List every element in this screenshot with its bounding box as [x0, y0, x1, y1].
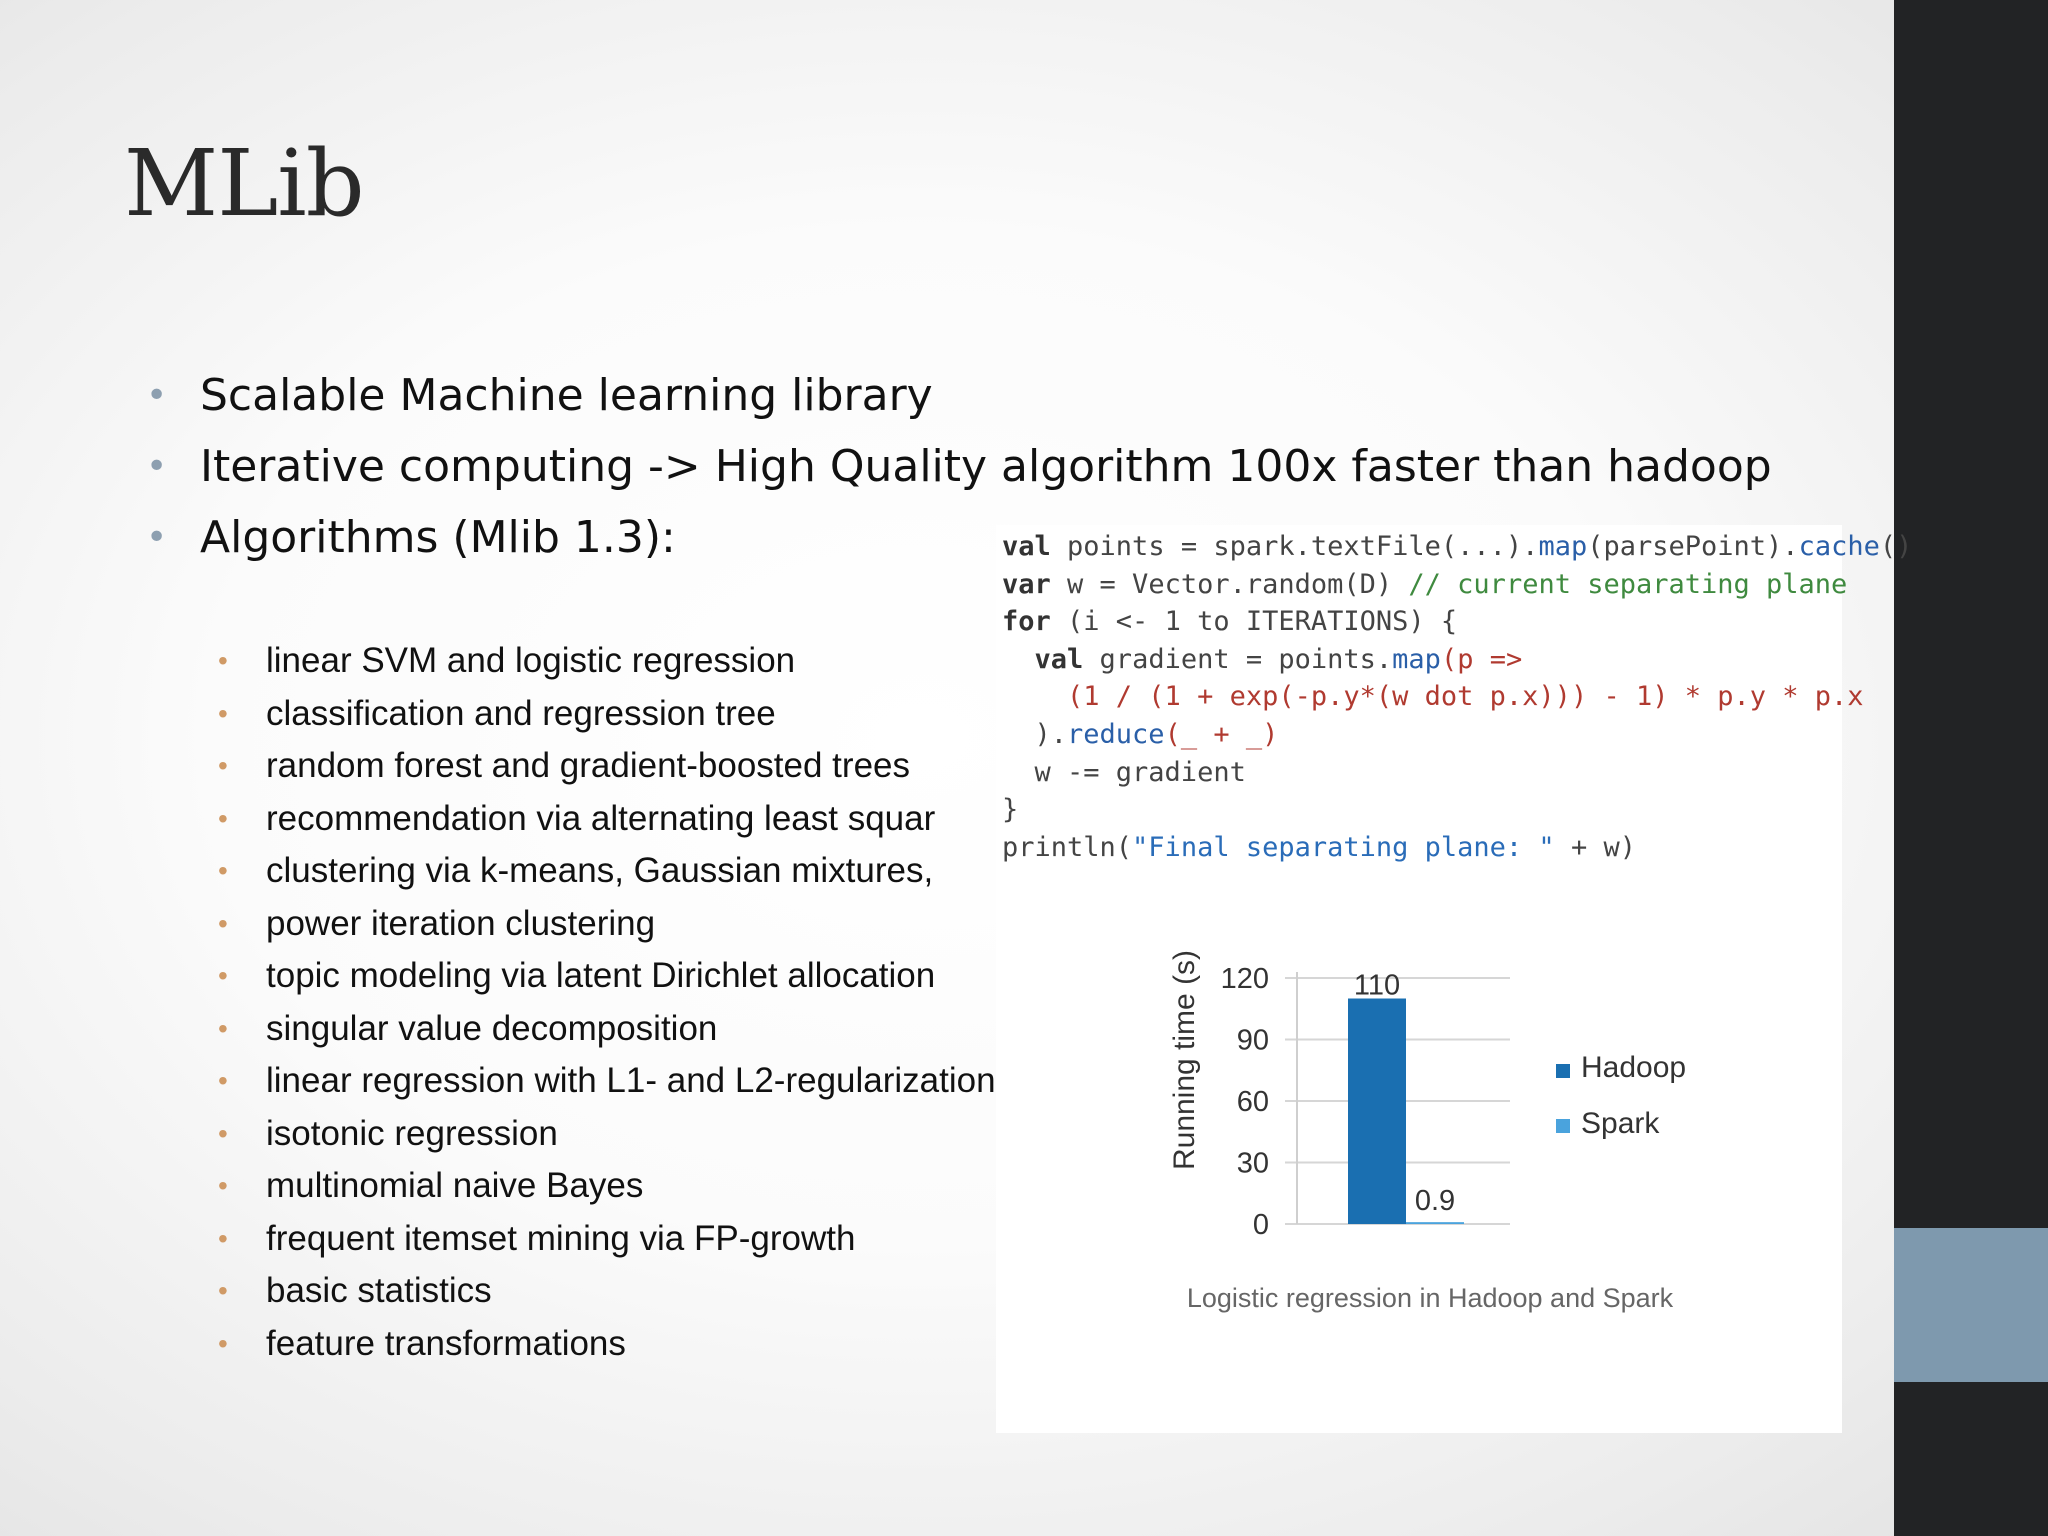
- algorithm-item: [212, 1160, 1032, 1213]
- chart-legend: [1556, 1051, 1686, 1140]
- code-text: (i <- 1 to ITERATIONS) {: [1050, 606, 1458, 638]
- bar-hadoop: [1348, 999, 1406, 1225]
- chart-y-axis-label: Running time (s): [1168, 949, 1201, 1171]
- bullet-item: [146, 360, 1772, 431]
- slide-title: MLib: [124, 130, 364, 237]
- code-text: ).: [1002, 718, 1068, 750]
- code-text: points = spark.textFile(...).: [1050, 531, 1539, 562]
- algorithm-item: [212, 635, 1032, 688]
- y-tick-label: 30: [1236, 1147, 1269, 1180]
- algorithm-text: isotonic regression: [266, 1113, 558, 1153]
- bullet-dot-icon: •: [218, 960, 228, 991]
- code-function: cache: [1798, 531, 1880, 562]
- algorithm-text: basic statistics: [266, 1271, 492, 1310]
- algorithm-text: singular value decomposition: [266, 1008, 718, 1048]
- code-text: (parsePoint).: [1587, 531, 1799, 562]
- algorithm-text: power iteration clustering: [266, 903, 656, 943]
- code-text: (): [1879, 531, 1913, 562]
- y-tick-label: 90: [1236, 1024, 1269, 1057]
- algorithm-item: [212, 740, 1032, 793]
- legend-swatch-spark: [1556, 1119, 1570, 1133]
- bullet-dot-icon: •: [218, 645, 228, 676]
- chart-y-ticks: [1221, 963, 1269, 1241]
- bullet-dot-icon: •: [218, 1117, 228, 1149]
- algorithm-item: [212, 688, 1032, 741]
- algorithm-text: recommendation via alternating least squar: [266, 798, 936, 838]
- bullet-text: Scalable Machine learning library: [200, 370, 933, 421]
- code-keyword: var: [1002, 568, 1051, 600]
- bullet-dot-icon: •: [218, 1065, 228, 1096]
- code-text: w -= gradient: [1002, 756, 1246, 788]
- bullet-dot-icon: •: [218, 750, 228, 781]
- code-text: w = Vector.random(D): [1050, 568, 1409, 600]
- bullet-text: Iterative computing -> High Quality algorithm 100x faster than hadoop: [200, 441, 1772, 492]
- algorithm-item: [212, 1108, 1032, 1161]
- algorithm-item: [212, 1055, 1032, 1108]
- algorithm-text: frequent itemset mining via FP-growth: [266, 1218, 856, 1258]
- algorithm-item: [212, 1003, 1032, 1056]
- y-tick-label: 0: [1252, 1209, 1269, 1241]
- legend-label-hadoop: Hadoop: [1581, 1051, 1687, 1084]
- code-function: map: [1538, 531, 1588, 562]
- bullet-dot-icon: •: [146, 375, 168, 416]
- bullet-dot-icon: •: [146, 446, 168, 487]
- code-function: reduce: [1067, 718, 1165, 750]
- bullet-dot-icon: •: [218, 1170, 228, 1201]
- algorithm-item: [212, 950, 1032, 1003]
- y-tick-label: 120: [1220, 963, 1269, 995]
- algorithm-text: multinomial naive Bayes: [266, 1166, 644, 1205]
- algorithm-item: [212, 1318, 1032, 1371]
- legend-label-spark: Spark: [1581, 1107, 1660, 1140]
- bullet-item: [146, 431, 1772, 502]
- bullet-dot-icon: •: [218, 855, 228, 886]
- algorithm-text: classification and regression tree: [266, 693, 776, 733]
- algorithm-item: [212, 1265, 1032, 1318]
- algorithm-text: feature transformations: [266, 1323, 626, 1363]
- code-keyword: val: [1034, 643, 1084, 675]
- code-indent: [1002, 644, 1035, 675]
- code-text: (p =>: [1440, 643, 1523, 675]
- algorithm-text: clustering via k-means, Gaussian mixtures,: [266, 851, 934, 890]
- data-label-spark: 0.9: [1414, 1185, 1456, 1217]
- sidebar-accent-block: [1894, 1228, 2048, 1382]
- algorithm-item: [212, 1213, 1032, 1266]
- code-string: "Final separating plane: ": [1132, 831, 1555, 863]
- bullet-dot-icon: •: [218, 1275, 228, 1306]
- bullet-dot-icon: •: [218, 1327, 228, 1359]
- algorithm-item: [212, 898, 1032, 951]
- bullet-text: Algorithms (Mlib 1.3):: [200, 512, 676, 563]
- algorithm-text: random forest and gradient-boosted trees: [266, 746, 910, 785]
- bullet-dot-icon: •: [218, 802, 228, 834]
- code-snippet: [1002, 528, 1912, 866]
- algorithm-text: linear regression with L1- and L2-regularization: [266, 1061, 996, 1100]
- algorithm-text: linear SVM and logistic regression: [266, 641, 796, 680]
- chart-bars: [1348, 970, 1464, 1225]
- code-text: gradient = points.: [1083, 643, 1393, 675]
- code-comment: // current separating plane: [1408, 568, 1848, 600]
- legend-swatch-hadoop: [1556, 1064, 1570, 1078]
- chart-caption: Logistic regression in Hadoop and Spark: [1186, 1283, 1674, 1313]
- running-time-chart: [1140, 940, 1760, 1320]
- code-function: map: [1392, 643, 1441, 675]
- bullet-dot-icon: •: [218, 1012, 228, 1044]
- code-keyword: val: [1002, 531, 1051, 562]
- code-text: + w): [1554, 831, 1636, 863]
- code-text: println(: [1002, 831, 1133, 863]
- algorithm-item: [212, 793, 1006, 846]
- bar-spark: [1406, 1222, 1464, 1224]
- bullet-dot-icon: •: [218, 907, 228, 939]
- data-label-hadoop: 110: [1353, 969, 1401, 1002]
- bullet-dot-icon: •: [218, 697, 228, 729]
- y-tick-label: 60: [1236, 1086, 1269, 1118]
- code-text: (_ + _): [1164, 718, 1279, 750]
- code-keyword: for: [1002, 606, 1051, 638]
- code-expression: (1 / (1 + exp(-p.y*(w dot p.x))) - 1) * p.y * p.x: [1002, 681, 1864, 713]
- bullet-dot-icon: •: [218, 1222, 228, 1254]
- code-text: }: [1002, 794, 1019, 826]
- algorithm-item: [212, 845, 1024, 898]
- algorithm-list: [212, 635, 1032, 1395]
- bullet-dot-icon: •: [146, 517, 168, 558]
- algorithm-text: topic modeling via latent Dirichlet allocation: [266, 956, 936, 995]
